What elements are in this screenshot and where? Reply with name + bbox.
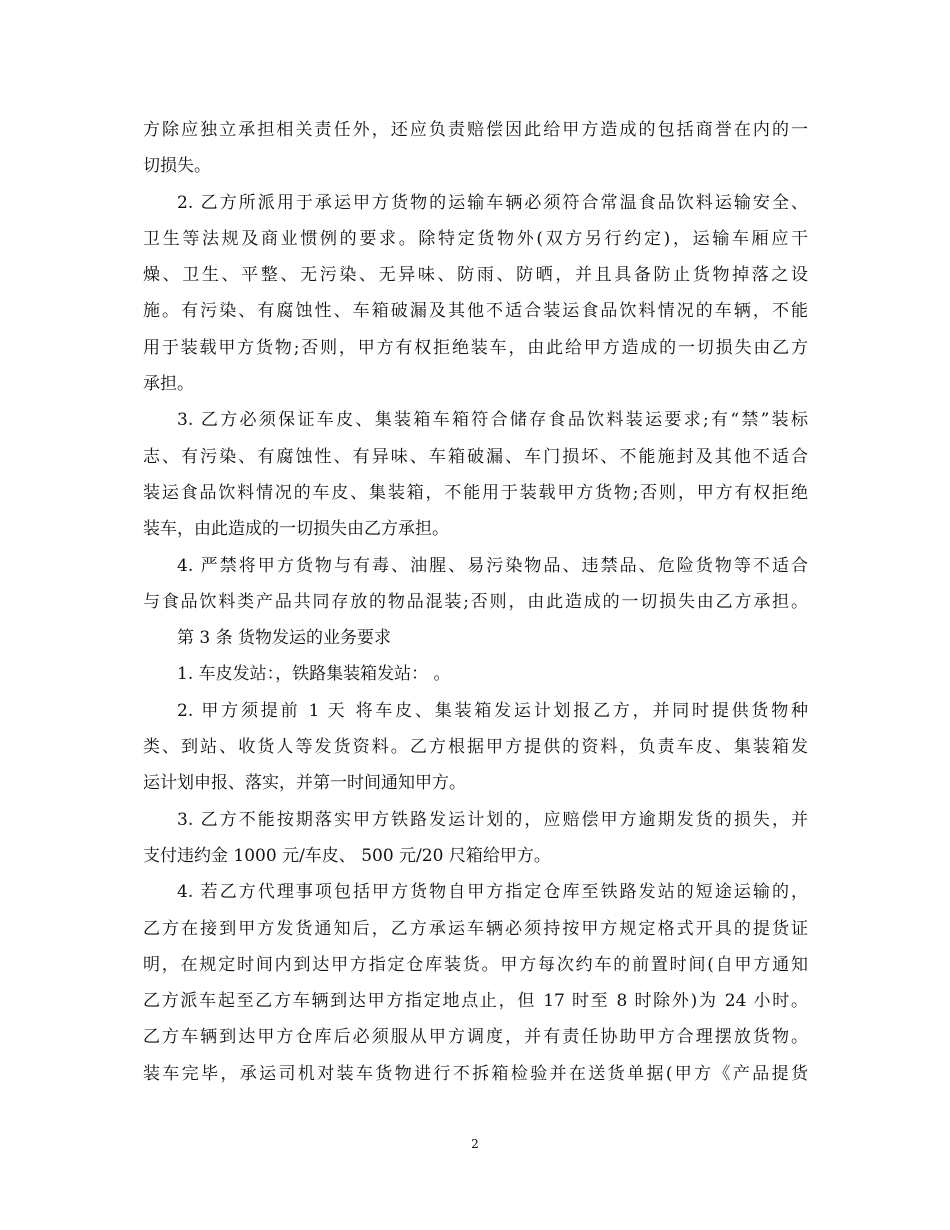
text-line: 装车，由此造成的一切损失由乙方承担。 [143, 519, 449, 540]
text-line: 4. 严禁将甲方货物与有毒、油腥、易污染物品、违禁品、危险货物等不适合 [177, 555, 808, 576]
text-line: 燥、卫生、平整、无污染、无异味、防雨、防晒，并且具备防止货物掉落之设 [143, 265, 808, 286]
text-line: 2. 乙方所派用于承运甲方货物的运输车辆必须符合常温食品饮料运输安全、 [177, 192, 808, 213]
text-line: 切损失。 [143, 156, 211, 177]
text-line: 与食品饮料类产品共同存放的物品混装;否则，由此造成的一切损失由乙方承担。 [143, 591, 808, 612]
text-line: 卫生等法规及商业惯例的要求。除特定货物外(双方另行约定)，运输车厢应干 [143, 228, 808, 249]
text-line: 4. 若乙方代理事项包括甲方货物自甲方指定仓库至铁路发站的短途运输的， [177, 882, 808, 903]
text-line: 3. 乙方不能按期落实甲方铁路发运计划的，应赔偿甲方逾期发货的损失，并 [177, 809, 808, 830]
text-line: 装运食品饮料情况的车皮、集装箱，不能用于装载甲方货物;否则，甲方有权拒绝 [143, 482, 808, 503]
text-line: 用于装载甲方货物;否则，甲方有权拒绝装车，由此给甲方造成的一切损失由乙方 [143, 337, 808, 358]
text-line: 乙方派车起至乙方车辆到达甲方指定地点止，但 17 时至 8 时除外)为 24 小时。 [143, 991, 808, 1012]
text-line: 乙方在接到甲方发货通知后，乙方承运车辆必须持按甲方规定格式开具的提货证 [143, 918, 808, 939]
text-line: 支付违约金 1000 元/车皮、 500 元/20 尺箱给甲方。 [143, 845, 551, 866]
text-line: 1. 车皮发站：，铁路集装箱发站： 。 [177, 664, 451, 685]
text-line: 类、到站、收货人等发货资料。乙方根据甲方提供的资料，负责车皮、集装箱发 [143, 737, 808, 758]
text-line: 3. 乙方必须保证车皮、集装箱车箱符合储存食品饮料装运要求;有“禁”装标 [177, 410, 808, 431]
page-number: 2 [471, 1137, 479, 1151]
text-line: 明，在规定时间内到达甲方指定仓库装货。甲方每次约车的前置时间(自甲方通知 [143, 954, 808, 975]
text-line: 乙方车辆到达甲方仓库后必须服从甲方调度，并有责任协助甲方合理摆放货物。 [143, 1027, 808, 1048]
body-text [143, 112, 808, 1092]
text-line: 施。有污染、有腐蚀性、车箱破漏及其他不适合装运食品饮料情况的车辆，不能 [143, 301, 808, 322]
text-line: 方除应独立承担相关责任外，还应负责赔偿因此给甲方造成的包括商誉在内的一 [143, 120, 808, 140]
text-line: 运计划申报、落实，并第一时间通知甲方。 [143, 773, 466, 794]
text-line: 2. 甲方须提前 1 天 将车皮、集装箱发运计划报乙方，并同时提供货物种 [177, 700, 808, 721]
text-line: 承担。 [143, 374, 194, 395]
text-line: 志、有污染、有腐蚀性、有异味、车箱破漏、车门损坏、不能施封及其他不适合 [143, 446, 808, 467]
text-line: 装车完毕，承运司机对装车货物进行不拆箱检验并在送货单据(甲方《产品提货 [143, 1063, 808, 1084]
section-heading: 第 3 条 货物发运的业务要求 [177, 628, 392, 649]
